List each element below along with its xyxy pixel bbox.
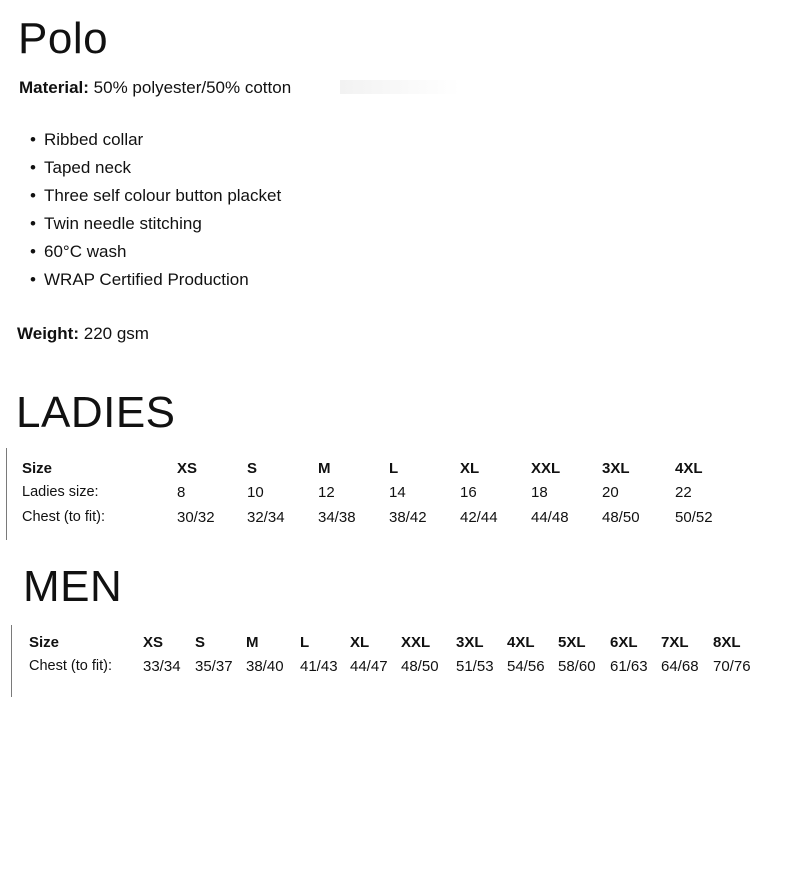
- feature-text: Taped neck: [44, 158, 131, 177]
- feature-text: 60°C wash: [44, 242, 127, 261]
- feature-text: WRAP Certified Production: [44, 270, 249, 289]
- bullet-icon: •: [30, 214, 36, 233]
- table-cell: 8: [177, 484, 186, 501]
- material-label: Material:: [19, 78, 89, 97]
- table-cell: 16: [460, 484, 477, 501]
- weight-value: 220 gsm: [83, 324, 149, 343]
- bullet-icon: •: [30, 242, 36, 261]
- table-cell: 51/53: [456, 658, 494, 675]
- size-header-cell: 6XL: [610, 634, 638, 651]
- table-cell: 18: [531, 484, 548, 501]
- size-header-cell: L: [389, 460, 399, 477]
- table-cell: 22: [675, 484, 692, 501]
- table-cell: 32/34: [247, 509, 285, 526]
- table-cell: 41/43: [300, 658, 338, 675]
- table-cell: 44/47: [350, 658, 388, 675]
- table-row-label: Size: [29, 634, 60, 651]
- size-header-cell: 4XL: [675, 460, 703, 477]
- size-header-cell: 5XL: [558, 634, 586, 651]
- weight-label: Weight:: [17, 324, 80, 343]
- table-cell: 48/50: [401, 658, 439, 675]
- bullet-icon: •: [30, 186, 36, 205]
- table-cell: 54/56: [507, 658, 545, 675]
- table-cell: 61/63: [610, 658, 648, 675]
- size-header-cell: XS: [177, 460, 198, 477]
- feature-text: Twin needle stitching: [44, 214, 202, 233]
- bullet-icon: •: [30, 130, 36, 149]
- size-header-cell: 3XL: [602, 460, 630, 477]
- table-cell: 38/42: [389, 509, 427, 526]
- feature-text: Ribbed collar: [44, 130, 144, 149]
- table-cell: 35/37: [195, 658, 233, 675]
- table-row-label: Ladies size:: [22, 484, 99, 500]
- table-cell: 12: [318, 484, 335, 501]
- size-header-cell: XS: [143, 634, 164, 651]
- table-row-label: Size: [22, 460, 53, 477]
- feature-text: Three self colour button placket: [44, 186, 282, 205]
- product-title: Polo: [18, 14, 109, 63]
- table-cell: 14: [389, 484, 406, 501]
- material-value: 50% polyester/50% cotton: [93, 78, 292, 97]
- size-header-cell: 4XL: [507, 634, 535, 651]
- table-cell: 58/60: [558, 658, 596, 675]
- size-header-cell: S: [195, 634, 206, 651]
- table-cell: 70/76: [713, 658, 751, 675]
- table-cell: 48/50: [602, 509, 640, 526]
- table-cell: 38/40: [246, 658, 284, 675]
- table-cell: 20: [602, 484, 619, 501]
- size-header-cell: XXL: [401, 634, 431, 651]
- table-row-label: Chest (to fit):: [22, 509, 105, 525]
- table-cell: 30/32: [177, 509, 215, 526]
- size-header-cell: 8XL: [713, 634, 741, 651]
- table-cell: 34/38: [318, 509, 356, 526]
- size-header-cell: M: [246, 634, 259, 651]
- men-heading: MEN: [23, 562, 123, 611]
- size-header-cell: XL: [460, 460, 480, 477]
- table-cell: 50/52: [675, 509, 713, 526]
- bullet-icon: •: [30, 270, 36, 289]
- size-header-cell: L: [300, 634, 310, 651]
- table-cell: 44/48: [531, 509, 569, 526]
- size-header-cell: S: [247, 460, 258, 477]
- size-header-cell: XXL: [531, 460, 561, 477]
- table-cell: 42/44: [460, 509, 498, 526]
- size-header-cell: 7XL: [661, 634, 689, 651]
- ladies-heading: LADIES: [16, 388, 176, 437]
- table-cell: 64/68: [661, 658, 699, 675]
- table-cell: 10: [247, 484, 264, 501]
- size-header-cell: XL: [350, 634, 370, 651]
- size-header-cell: M: [318, 460, 331, 477]
- size-header-cell: 3XL: [456, 634, 484, 651]
- table-row-label: Chest (to fit):: [29, 658, 112, 674]
- bullet-icon: •: [30, 158, 36, 177]
- table-cell: 33/34: [143, 658, 181, 675]
